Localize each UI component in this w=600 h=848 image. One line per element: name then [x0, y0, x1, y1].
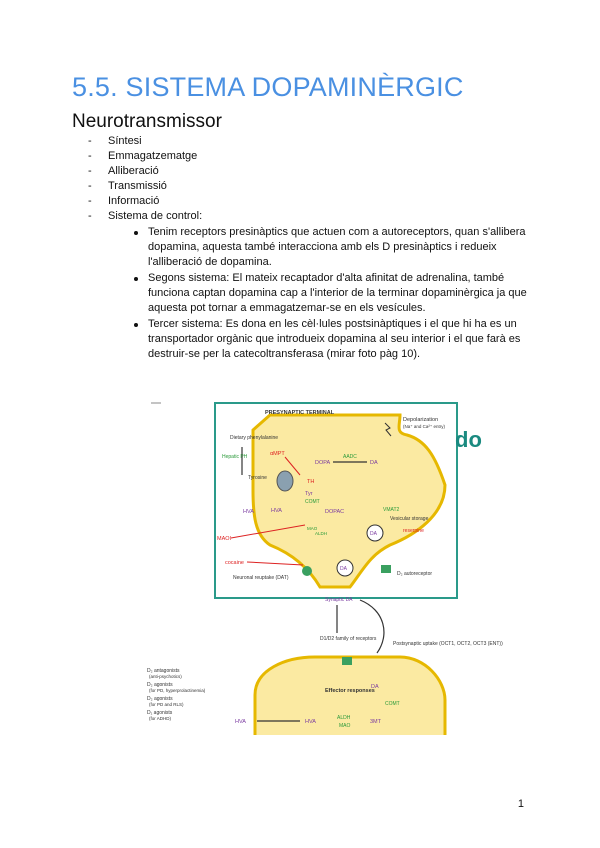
list-item — [88, 164, 539, 179]
note-label: D₂ antagonists — [147, 668, 180, 674]
list-item — [88, 179, 539, 194]
bullet-item — [134, 317, 539, 362]
list-item — [88, 194, 539, 209]
depolarization-label: Depolarization — [403, 417, 439, 423]
vmat2-label: VMAT2 — [383, 507, 400, 513]
bullet-text: Tercer sistema: Es dona en les cèl·lules postsinàptiques i el que hi ha es un transportador orgànic que introdueix dopamina al seu interior i el que farà es destruir-se per la catecoltransferasa (mirar foto pàg 10). — [148, 318, 521, 360]
dopac-label: DOPAC — [325, 509, 345, 515]
aldh-label: ALDH — [315, 531, 328, 536]
maoi-label: MAOI — [217, 536, 232, 542]
hva-label-mid: HVA — [271, 508, 282, 514]
vesicle-da-label: DA — [370, 531, 377, 537]
section-subtitle: Neurotransmissor — [72, 111, 222, 132]
bullet-item — [134, 225, 539, 270]
reuptake-label: Neuronal reuptake (DAT) — [233, 575, 289, 581]
list-item — [88, 134, 539, 149]
list-item-label: Alliberació — [108, 165, 159, 177]
aadc-label: AADC — [343, 454, 357, 460]
vesicle-da-label: DA — [340, 566, 347, 572]
list-item-label: Emmagatzematge — [108, 150, 198, 162]
list-item-label: Síntesi — [108, 135, 142, 147]
transporter-icon — [277, 471, 293, 491]
page-number: 1 — [517, 798, 524, 810]
note-label: (for ADHD) — [149, 716, 172, 721]
reserpine-label: reserpine — [403, 528, 424, 534]
post-comt-label: COMT — [385, 701, 400, 707]
outer-hva-label: HVA — [235, 719, 246, 725]
presynaptic-title: PRESYNAPTIC TERMINAL — [265, 410, 335, 416]
note-label: (anti-psychotics) — [149, 674, 182, 679]
vesicular-label: Vesicular storage — [390, 516, 429, 522]
autoreceptor-icon — [381, 565, 391, 573]
control-system-list — [108, 225, 539, 362]
note-label: D₁ agonists — [147, 710, 173, 716]
mao-label: MAO — [307, 526, 318, 531]
th-label: TH — [307, 479, 315, 485]
synapse-diagram — [145, 395, 503, 740]
effector-label: Effector responses — [325, 688, 375, 694]
hepatic-ph-label: Hepatic PH — [222, 454, 248, 460]
topic-list — [88, 134, 539, 362]
tyrosine-label: Tyrosine — [248, 475, 267, 481]
tyr-label: Tyr — [305, 491, 313, 497]
post-da-label: DA — [371, 684, 379, 690]
ampt-label: αMPT — [270, 451, 285, 457]
page-title: 5.5. SISTEMA DOPAMINÈRGIC — [72, 72, 464, 102]
bullet-item — [134, 271, 539, 316]
dopamine-synapse-figure — [145, 395, 503, 740]
hva-label-top: HVA — [243, 509, 254, 515]
postuptake-label: Postsynaptic uptake (OCT1, OCT2, OCT3 (ENT)) — [393, 641, 503, 647]
uptake-arrow — [360, 600, 384, 653]
note-label: (for PD, hyperprolactinemia) — [149, 688, 206, 693]
list-item-label: Transmissió — [108, 180, 167, 192]
ions-label: (Na⁺ and Ca²⁺ entry) — [403, 424, 446, 429]
list-item — [88, 149, 539, 164]
dietary-label: Dietary phenylalanine — [230, 435, 279, 441]
cocaine-label: cocaine — [225, 560, 244, 566]
bullet-text: Segons sistema: El mateix recaptador d'alta afinitat de adrenalina, també funciona captan dopamina cap a l'interior de la terminar dopaminèrgica ja que aquesta pot tornar a emmagatzemar-se en els vesícules. — [148, 272, 527, 314]
note-label: (for PD and RLS) — [149, 702, 184, 707]
d2-autoreceptor-label: D₂ autoreceptor — [397, 571, 433, 577]
overflow-text: do — [455, 427, 482, 452]
bullet-text: Tenim receptors presinàptics que actuen com a autoreceptors, quan s'allibera dopamina, aquesta també interacciona amb els D presinàptics i redueix l'alliberació de dopamina. — [148, 226, 526, 268]
post-mao-label: MAO — [339, 723, 351, 729]
d1d2-label: D1/D2 family of receptors — [320, 636, 377, 642]
note-label: D₂ agonists — [147, 696, 173, 702]
synaptic-da-label: Synaptic DA — [325, 597, 353, 603]
comt-label: COMT — [305, 499, 320, 505]
postsynaptic-receptor-icon — [342, 657, 352, 665]
note-label: D₂ agonists — [147, 682, 173, 688]
post-hva-label: HVA — [305, 719, 316, 725]
dopa-label: DOPA — [315, 460, 331, 466]
post-aldh-label: ALDH — [337, 715, 351, 721]
list-item-label: Sistema de control: — [108, 210, 203, 222]
dat-transporter-icon — [302, 566, 312, 576]
three-mt-label: 3MT — [370, 719, 381, 725]
list-item — [88, 209, 539, 362]
list-item-label: Informació — [108, 195, 160, 207]
da-label: DA — [370, 460, 378, 466]
